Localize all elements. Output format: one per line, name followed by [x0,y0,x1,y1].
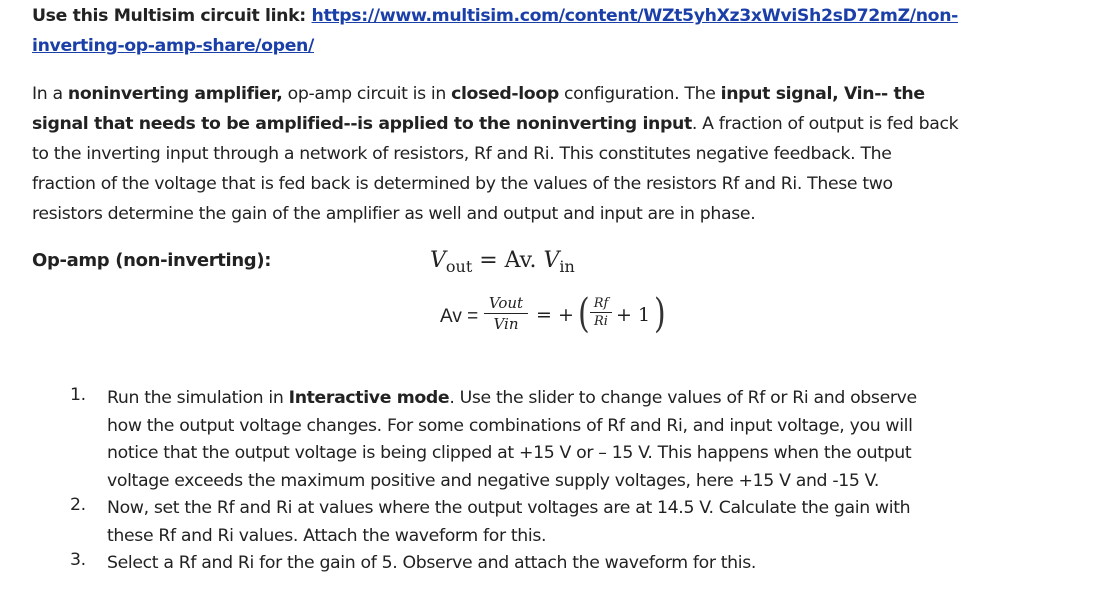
task-item: 3. Select a Rf and Ri for the gain of 5. Observe and attach the waveform for this. [70,550,757,573]
vout-vin-fraction: Vout Vin [484,294,528,333]
multisim-link[interactable]: https://www.multisim.com/content/WZt5yhXz3xWviSh2sD72mZ/non- [311,6,958,26]
task-list [0,385,1099,578]
intro-line: In a noninverting amplifier, op-amp circuit is in closed-loop configuration. The input signal, Vin-- the [32,84,925,104]
intro-line: signal that needs to be amplified--is applied to the noninverting input. A fraction of output is fed back [32,114,959,134]
task-item: 1. Run the simulation in Interactive mode. Use the slider to change values of Rf or Ri and observe how the output voltage changes. For some combinations of Rf and Ri, and input voltage, you will notice that the output voltage is being clipped at +15 V or – 15 V. This happens when the output voltage exceeds the maximum positive and negative supply voltages, here +15 V and -15 V. [70,385,917,491]
intro-line: resistors determine the gain of the amplifier as well and output and input are in phase. [32,204,756,224]
multisim-link-cont[interactable]: inverting-op-amp-share/open/ [32,36,314,56]
intro-line: to the inverting input through a network of resistors, Rf and Ri. This constitutes negative feedback. The [32,144,892,164]
vout-equation: $V_{out} = Av$. $V_{in}$ [430,248,575,276]
intro-paragraph [32,79,1032,229]
link-header [32,6,958,26]
intro-line: fraction of the voltage that is fed back is determined by the values of the resistors Rf and Ri. These two [32,174,893,194]
task-item: 2. Now, set the Rf and Ri at values where the output voltages are at 14.5 V. Calculate the gain with these Rf and Ri values. Attach the waveform for this. [70,495,911,546]
rf-ri-fraction: Rf Ri [590,296,612,329]
opamp-heading: Op-amp (non-inverting): [32,250,272,271]
link-lead: Use this Multisim circuit link: [32,6,312,26]
link-header-cont [32,36,314,56]
